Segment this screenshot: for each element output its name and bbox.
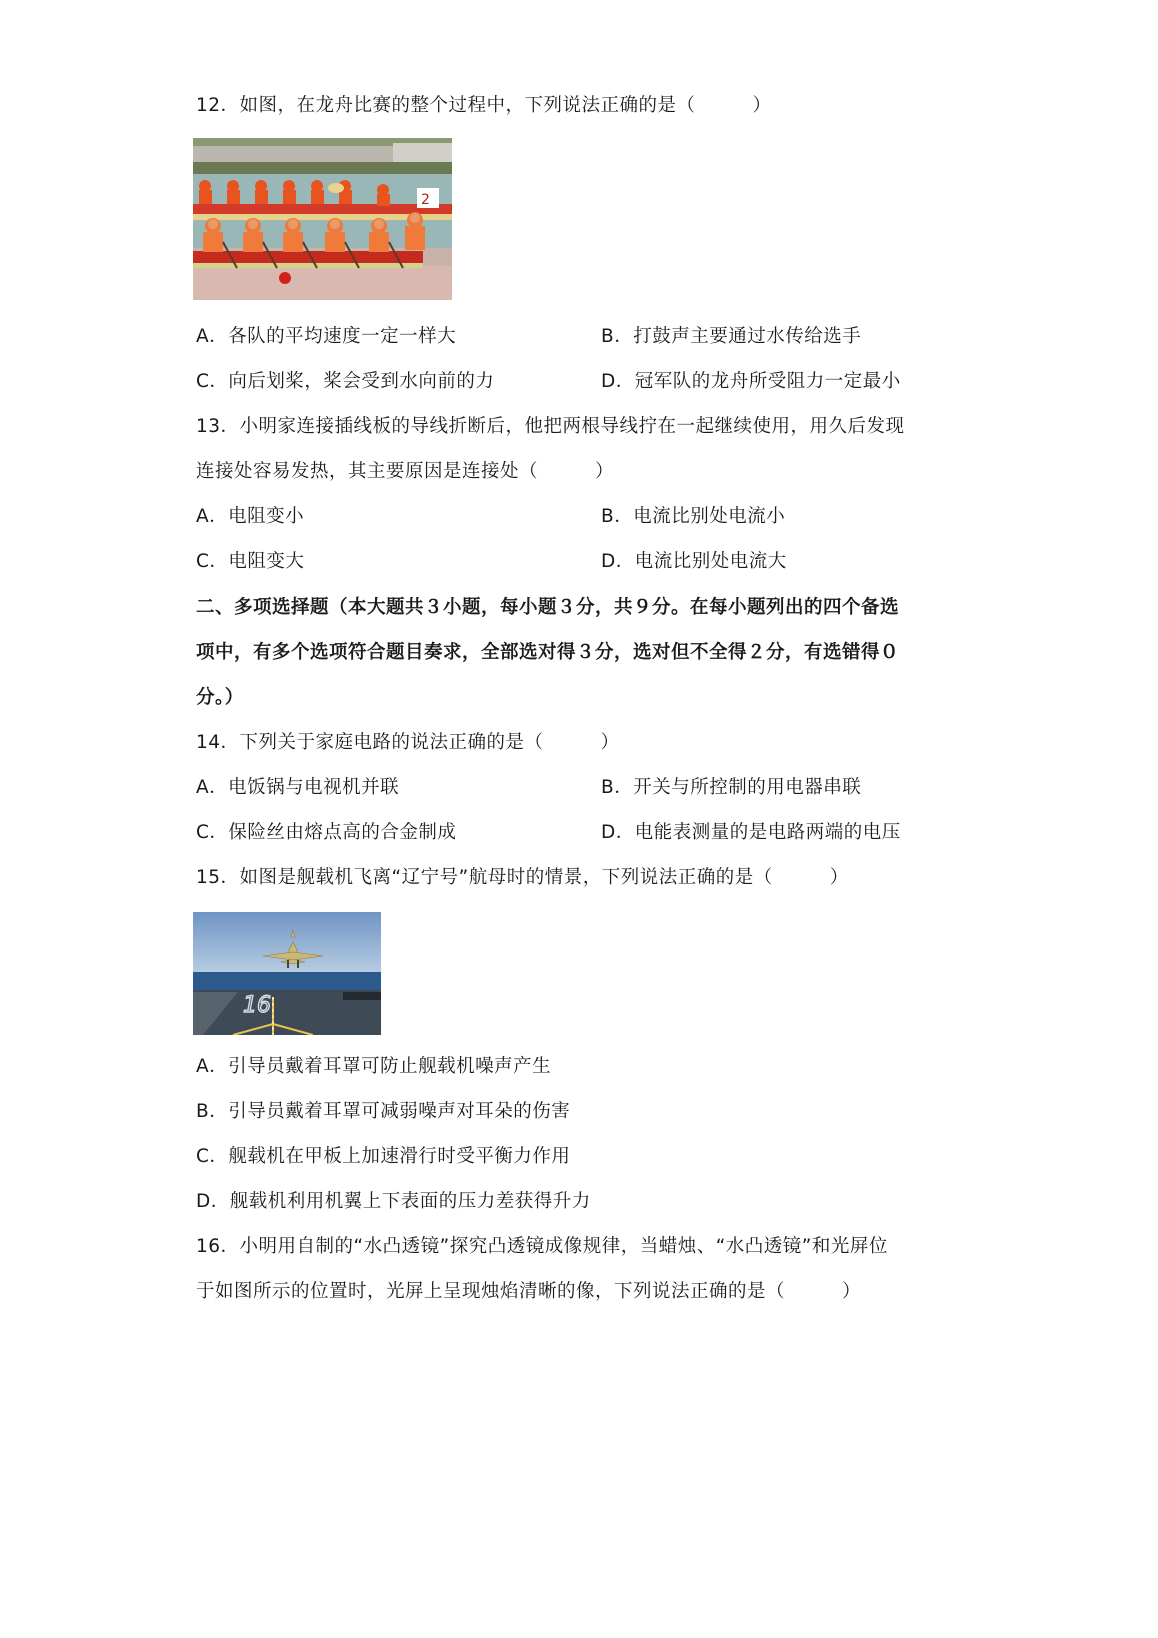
q14-option-b: B．开关与所控制的用电器串联 <box>601 777 862 798</box>
q15-option-c: C．舰载机在甲板上加速滑行时受平衡力作用 <box>196 1146 571 1167</box>
q12-option-c: C．向后划桨，桨会受到水向前的力 <box>196 371 495 392</box>
carrier-jet-image <box>193 912 381 1035</box>
q15-option-a: A．引导员戴着耳罩可防止舰载机噪声产生 <box>196 1056 552 1077</box>
q15-option-b: B．引导员戴着耳罩可减弱噪声对耳朵的伤害 <box>196 1101 571 1122</box>
section2-heading-line3: 分。） <box>196 687 244 708</box>
q13-option-b: B．电流比别处电流小 <box>601 506 786 527</box>
q16-stem-line1: 16．小明用自制的“水凸透镜”探究凸透镜成像规律，当蜡烛、“水凸透镜”和光屏位 <box>196 1236 888 1257</box>
section2-heading-line2: 项中，有多个选项符合题目奏求，全部选对得３分，选对但不全得２分，有选错得０ <box>196 642 900 663</box>
q15-option-d: D．舰载机利用机翼上下表面的压力差获得升力 <box>196 1191 591 1212</box>
q12-option-d: D．冠军队的龙舟所受阻力一定最小 <box>601 371 901 392</box>
q12-option-a: A．各队的平均速度一定一样大 <box>196 326 457 347</box>
q12-stem: 12．如图，在龙舟比赛的整个过程中，下列说法正确的是（ ） <box>196 95 772 116</box>
q13-stem-line2: 连接处容易发热，其主要原因是连接处（ ） <box>196 461 615 482</box>
dragon-boat-image <box>193 138 452 300</box>
q15-stem: 15．如图是舰载机飞离“辽宁号”航母时的情景，下列说法正确的是（ ） <box>196 867 849 888</box>
q13-stem-line1: 13．小明家连接插线板的导线折断后，他把两根导线拧在一起继续使用，用久后发现 <box>196 416 905 437</box>
q13-option-d: D．电流比别处电流大 <box>601 551 787 572</box>
section2-heading-line1: 二、多项选择题（本大题共３小题，每小题３分，共９分。在每小题列出的四个备选 <box>196 597 900 618</box>
q13-option-a: A．电阻变小 <box>196 506 305 527</box>
q16-stem-line2: 于如图所示的位置时，光屏上呈现烛焰清晰的像，下列说法正确的是（ ） <box>196 1281 862 1302</box>
q13-option-c: C．电阻变大 <box>196 551 305 572</box>
deck-number-label: 16 <box>243 993 271 1018</box>
q12-option-b: B．打鼓声主要通过水传给选手 <box>601 326 862 347</box>
q14-option-a: A．电饭锅与电视机并联 <box>196 777 400 798</box>
q14-option-c: C．保险丝由熔点高的合金制成 <box>196 822 457 843</box>
q14-stem: 14．下列关于家庭电路的说法正确的是（ ） <box>196 732 620 753</box>
svg-text:2: 2 <box>421 192 430 208</box>
q14-option-d: D．电能表测量的是电路两端的电压 <box>601 822 901 843</box>
